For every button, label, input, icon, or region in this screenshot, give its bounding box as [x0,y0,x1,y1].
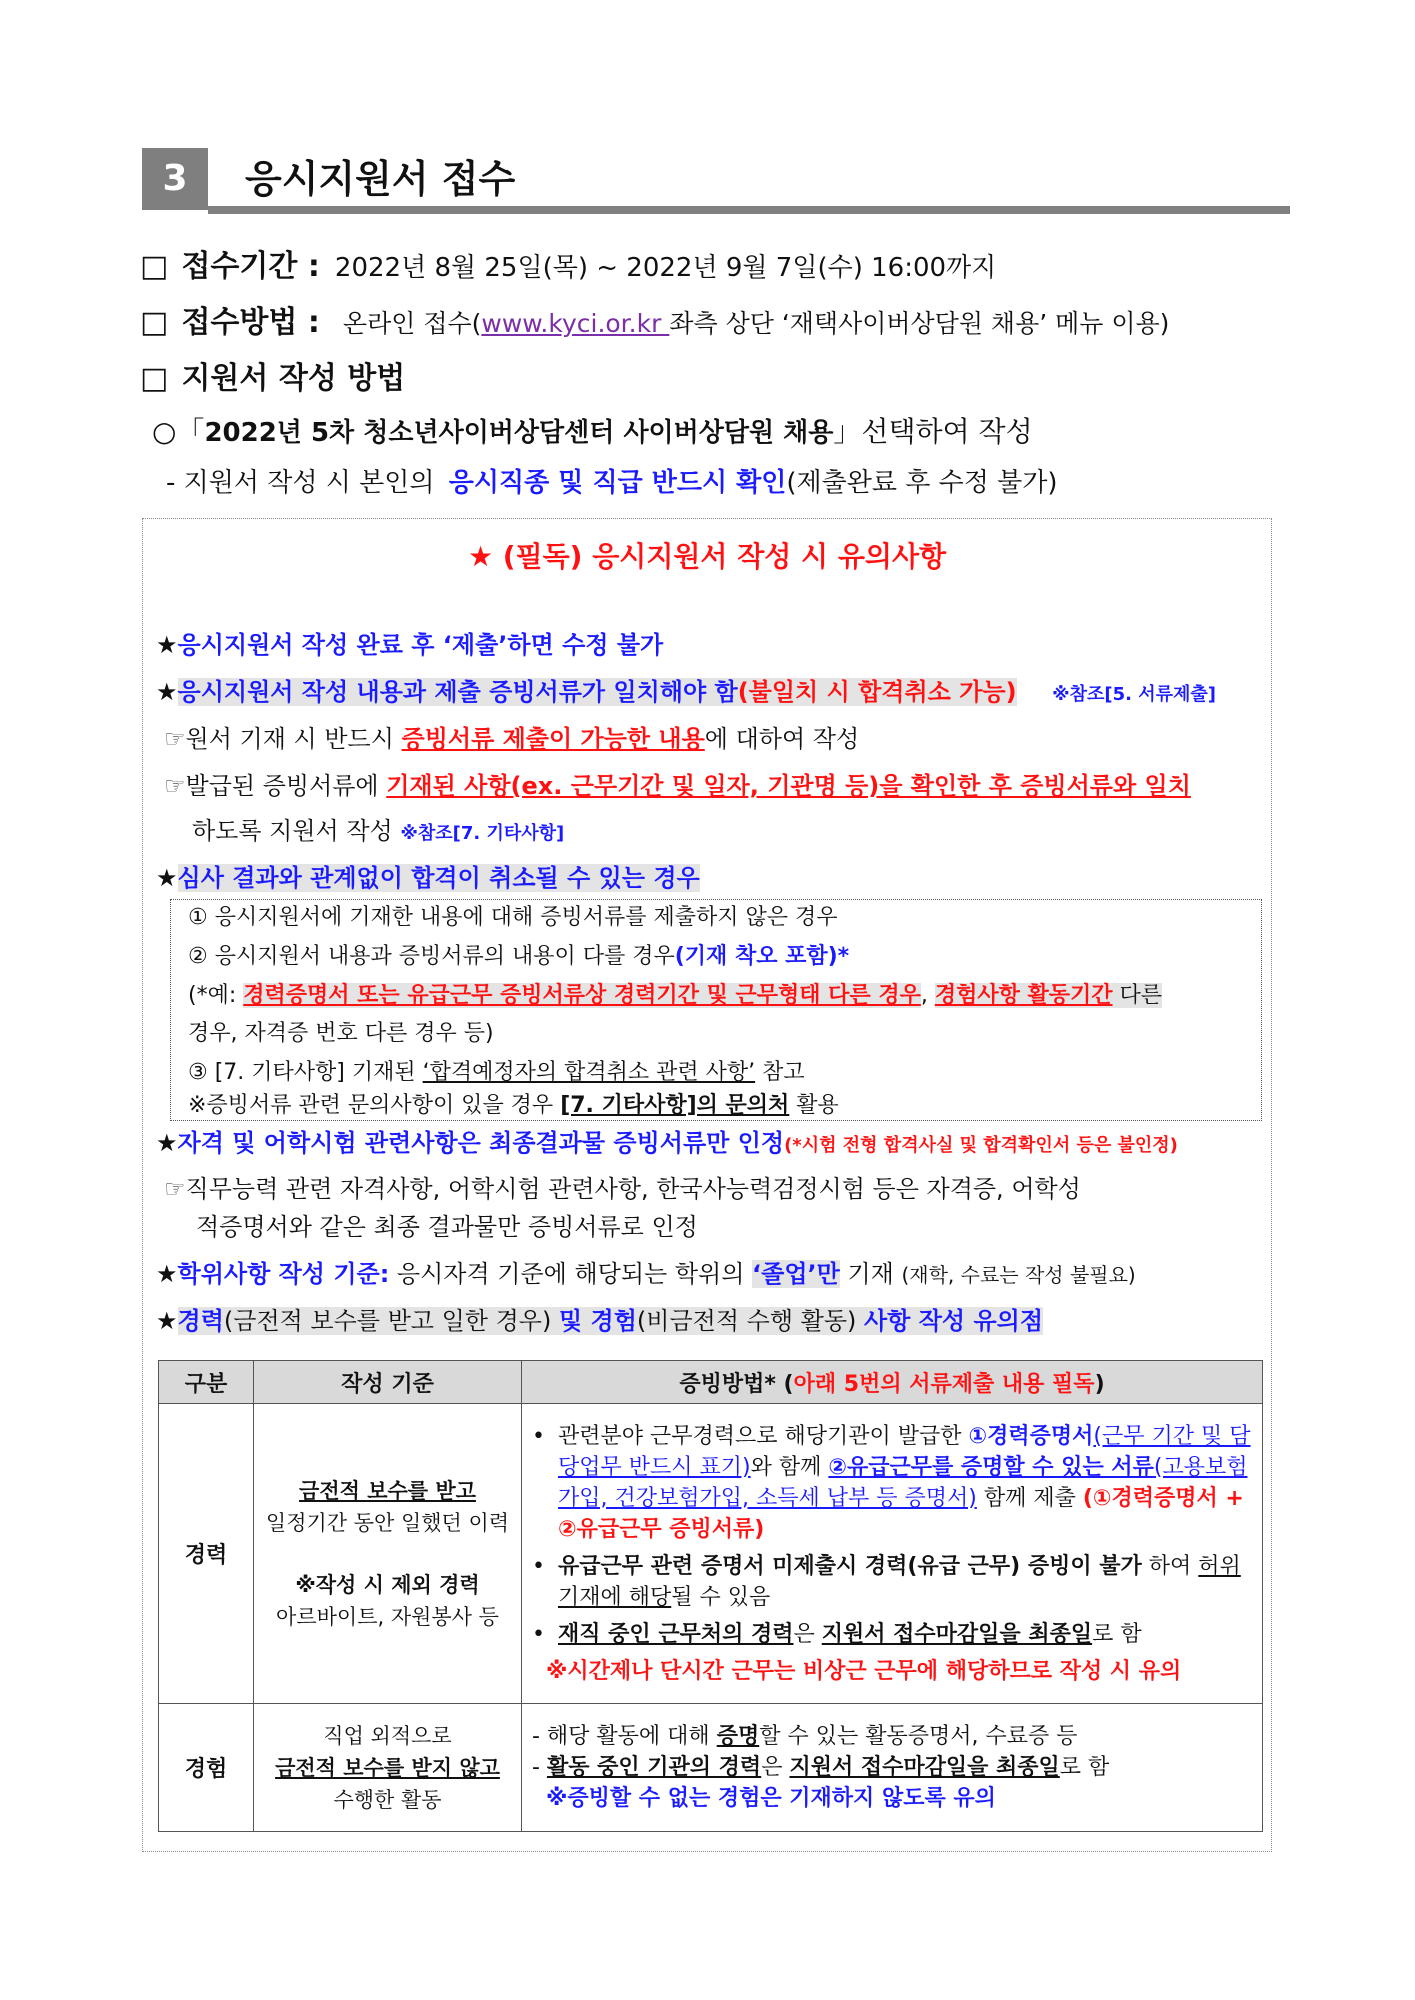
career-exclusion-title: ※작성 시 제외 경력 [295,1572,480,1597]
hand-item-3 [164,1171,1081,1207]
hand-item-2-b: 하도록 지원서 작성 [192,817,401,845]
hand-item-2-a: 발급된 증빙서류에 [185,772,387,800]
case-example-red-2: 경험사항 활동기간 [934,983,1113,1008]
notice-item-5-blue: 학위사항 작성 기준: [177,1260,390,1288]
notice-item-6-career-desc: (금전적 보수를 받고 일한 경우) [223,1307,559,1335]
howto-sub-prefix: - 지원서 작성 시 본인의 [166,468,435,498]
case-example-a: (*예: [188,983,244,1008]
notice-item-6-career: 경력 [177,1307,224,1335]
hand-item-3-cont: 적증명서와 같은 최종 결과물만 증빙서류로 인정 [196,1213,698,1241]
row-career-label: 경력 [159,1404,254,1704]
table-row-career [159,1404,1263,1704]
experience-criteria-a: 직업 외적으로 [323,1723,452,1748]
career-proof-bullet-2: • 유급근무 관련 증명서 미제출시 경력(유급 근무) 증빙이 불가 하여 허위기재에 해당될 수 있음 [532,1553,1241,1610]
notice-item-6-tail: 사항 작성 유의점 [864,1307,1043,1335]
notice-item-6-experience-desc: (비금전적 수행 활동) [636,1307,864,1335]
case-example-comma: , [920,983,935,1008]
case-2 [188,942,849,972]
notice-item-4-blue: 자격 및 어학시험 관련사항은 최종결과물 증빙서류만 인정 [177,1129,785,1157]
row-career-criteria [254,1404,522,1704]
career-proof-2-ul: 허위기재에 해당 [558,1553,1241,1610]
case-3-ul: ‘합격예정자의 합격취소 관련 사항’ [422,1060,756,1085]
career-proof-1-a: 관련분야 근무경력으로 해당기관이 발급한 [558,1423,969,1449]
hand-item-2-ref: ※참조[7. 기타사항] [400,823,565,844]
case-example-red-1: 경력증명서 또는 유급근무 증빙서류상 경력기간 및 근무형태 다른 경우 [243,983,921,1008]
checkbox-icon: □ [140,361,169,396]
method-prefix: 온라인 접수( [342,309,482,338]
career-proof-1-paid: ②유급근무를 증명할 수 있는 서류 [828,1454,1154,1480]
career-proof-2-bold: 유급근무 관련 증명서 미제출시 경력(유급 근무) 증빙이 불가 [558,1553,1142,1579]
period-line [140,246,996,292]
hand-item-1-b: 에 대하여 작성 [704,725,860,753]
notice-item-2-blue: 응시지원서 작성 내용과 제출 증빙서류가 일치해야 함 [177,678,738,706]
notice-item-2 [156,674,1216,713]
star-icon: ★ [156,631,178,659]
notice-item-4-red: (*시험 전형 합격사실 및 합격확인서 등은 불인정) [784,1135,1178,1156]
experience-proof-warning: ※증빙할 수 없는 경험은 기재하지 않도록 유의 [546,1786,996,1811]
period-value: 2022년 8월 25일(목) ~ 2022년 9월 7일(수) 16:00까지 [334,253,997,283]
case-example-b: 다른 [1112,983,1163,1008]
period-label: 접수기간 : [181,249,320,284]
hand-item-2-cont [192,813,564,852]
notice-item-5 [156,1256,1136,1293]
section-number: 3 [142,148,208,210]
table-row-experience [159,1704,1263,1832]
career-proof-1-b: 와 함께 [750,1454,829,1480]
howto-sub-bold: 응시직종 및 직급 반드시 확인 [448,468,787,498]
kyci-link[interactable]: www.kyci.or.kr [481,309,670,338]
header-proof-a: 증빙방법* ( [679,1371,794,1397]
case-note [188,1091,839,1121]
star-icon: ★ [156,1260,178,1288]
experience-criteria-bold: 금전적 보수를 받지 않고 [275,1755,500,1780]
case-2-a: ② 응시지원서 내용과 증빙서류의 내용이 다를 경우 [188,944,675,969]
notice-item-1-text: 응시지원서 작성 완료 후 ‘제출’하면 수정 불가 [177,631,664,659]
experience-proof-2 [532,1752,1252,1783]
experience-proof-1-bold: 증명 [716,1724,760,1749]
pointing-hand-icon: ☞ [164,772,186,800]
method-label: 접수방법 : [181,305,320,340]
table-header-row [159,1361,1263,1404]
howto-heading [140,358,405,404]
section-title: 응시지원서 접수 [245,157,516,201]
row-experience-criteria [254,1704,522,1832]
method-suffix: 좌측 상단 ‘재택사이버상담원 채용’ 메뉴 이용) [669,309,1170,338]
case-3-a: ③ [7. 기타사항] 기재된 [188,1060,423,1085]
star-icon: ★ [156,864,178,892]
experience-proof-2-b: 은 [761,1755,790,1780]
career-proof-3-b: 로 함 [1092,1621,1142,1647]
hand-item-1-a: 원서 기재 시 반드시 [185,725,402,753]
howto-item [152,412,1033,453]
career-proof-3-bold-1: 재직 중인 근무처의 경력 [558,1621,794,1647]
career-experience-table [158,1360,1263,1832]
experience-proof-2-bold-2: 지원서 접수마감일을 최종일 [789,1755,1060,1780]
header-proof-b: ) [1094,1371,1105,1397]
notice-item-6 [156,1303,1043,1339]
howto-label: 지원서 작성 방법 [181,361,406,396]
star-icon: ★ [156,678,178,706]
experience-proof-2-a: - [532,1755,547,1780]
howto-item-title: 2022년 5차 청소년사이버상담센터 사이버상담원 채용 [204,418,834,448]
checkbox-icon: □ [140,249,169,284]
pointing-hand-icon: ☞ [164,725,186,753]
hand-item-3-a: 직무능력 관련 자격사항, 어학시험 관련사항, 한국사능력검정시험 등은 자격증, 어학성 [185,1175,1081,1203]
notice-item-5-small: (재학, 수료는 작성 불필요) [901,1263,1136,1287]
header-category: 구분 [159,1361,254,1404]
case-3-b: 참고 [755,1060,805,1085]
notice-item-5-a: 응시자격 기준에 해당되는 학위의 [389,1260,753,1288]
career-proof-1-cert-note: (근무 기간 및 담당업무 반드시 표기) [558,1423,1251,1480]
star-icon: ★ [156,1129,178,1157]
hand-item-1 [164,721,859,757]
career-proof-2-b: 될 수 있음 [671,1584,771,1610]
notice-item-5-b: 기재 [839,1260,902,1288]
row-career-proof [522,1404,1263,1704]
case-example-cont: 경우, 자격증 번호 다른 경우 등) [188,1021,494,1046]
howto-item-prefix: ○「 [152,415,205,448]
experience-proof-2-c: 로 함 [1059,1755,1110,1780]
experience-proof-1-b: 할 수 있는 활동증명서, 수료증 등 [759,1724,1078,1749]
case-3 [188,1058,805,1088]
experience-proof-1-a: - 해당 활동에 대해 [532,1724,717,1749]
header-criteria: 작성 기준 [254,1361,522,1404]
notice-item-2-red: (불일치 시 합격취소 가능) [737,678,1017,706]
experience-proof-1 [532,1721,1252,1752]
case-note-b: 활용 [789,1093,839,1118]
career-proof-3-a: 은 [793,1621,822,1647]
case-note-bold: [7. 기타사항]의 문의처 [560,1093,790,1118]
checkbox-icon: □ [140,305,169,340]
row-experience-proof [522,1704,1263,1832]
career-proof-warning: ※시간제나 단시간 근무는 비상근 근무에 해당하므로 작성 시 유의 [546,1658,1182,1684]
case-1: ① 응시지원서에 기재한 내용에 대해 증빙서류를 제출하지 않은 경우 [188,905,838,930]
header-proof [522,1361,1263,1404]
hand-item-2 [164,768,1191,804]
career-criteria-bold: 금전적 보수를 받고 [299,1478,476,1503]
header-proof-red: 아래 5번의 서류제출 내용 필독 [793,1371,1095,1397]
notice-item-4 [156,1125,1178,1164]
career-proof-2-a: 하여 [1148,1553,1199,1579]
career-proof-1-c: 함께 제출 [976,1485,1083,1511]
case-2-b: (기재 착오 포함)* [674,944,850,969]
career-proof-1-paid-note: (고용보험가입, 건강보험가입, 소득세 납부 등 증명서) [558,1454,1248,1511]
case-note-a: ※증빙서류 관련 문의사항이 있을 경우 [188,1093,561,1118]
career-proof-bullet-1: • 관련분야 근무경력으로 해당기관이 발급한 ①경력증명서(근무 기간 및 담당업무 반드시 표기)와 함께 ②유급근무를 증명할 수 있는 서류(고용보험가입, 건강보험가입, 소득세 납부 등 증명서) 함께 제출 (①경력증명서 + ②유급근무 증빙서류) [532,1423,1251,1542]
career-proof-bullet-3: • 재직 중인 근무처의 경력은 지원서 접수마감일을 최종일로 함 [532,1621,1142,1647]
notice-item-5-bold: ‘졸업’만 [752,1260,840,1288]
career-exclusion-text: 아르바이트, 자원봉사 등 [276,1604,499,1629]
notice-item-1 [156,627,663,663]
career-criteria-text: 일정기간 동안 일했던 이력 [265,1510,510,1535]
howto-sub-suffix: (제출완료 후 수정 불가) [786,468,1058,498]
star-icon: ★ [156,1307,178,1335]
row-experience-label: 경험 [159,1704,254,1832]
notice-item-3 [156,860,700,896]
notice-title: ★ (필독) 응시지원서 작성 시 유의사항 [467,540,947,573]
notice-item-2-ref: ※참조[5. 서류제출] [1052,684,1217,705]
experience-proof-2-bold-1: 활동 중인 기관의 경력 [546,1755,762,1780]
method-line [140,302,1169,348]
experience-criteria-b: 수행한 활동 [333,1787,442,1812]
case-example [188,981,1162,1011]
career-proof-3-bold-2: 지원서 접수마감일을 최종일 [821,1621,1093,1647]
career-proof-1-red: (①경력증명서 + ②유급근무 증빙서류) [558,1485,1244,1542]
hand-item-2-red: 기재된 사항(ex. 근무기간 및 일자, 기관명 등)을 확인한 후 증빙서류와 일치 [386,772,1191,800]
notice-item-6-experience: 및 경험 [558,1307,637,1335]
howto-sub [166,463,1058,503]
career-proof-1-cert: ①경력증명서 [968,1423,1094,1449]
notice-item-3-text: 심사 결과와 관계없이 합격이 취소될 수 있는 경우 [177,864,700,892]
pointing-hand-icon: ☞ [164,1175,186,1203]
hand-item-1-red: 증빙서류 제출이 가능한 내용 [401,725,705,753]
section-divider [208,206,1290,214]
howto-item-suffix: 」선택하여 작성 [833,415,1033,448]
